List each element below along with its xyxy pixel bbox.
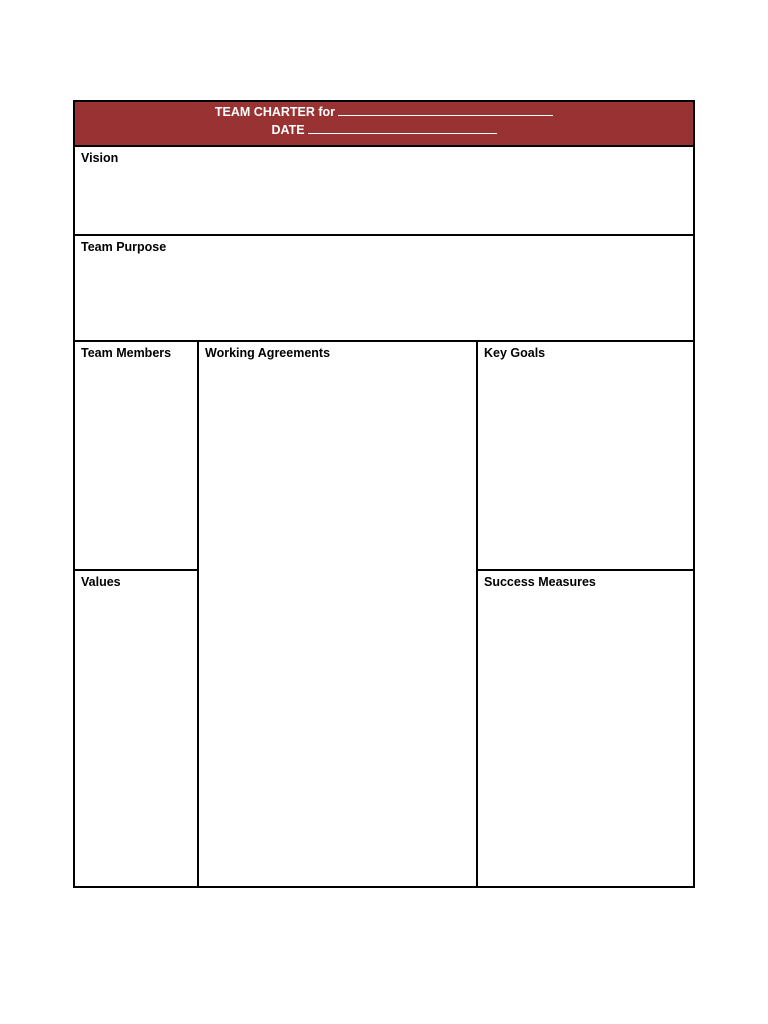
- success-measures-label: Success Measures: [484, 575, 596, 589]
- team-name-blank-field[interactable]: [338, 103, 553, 116]
- team-members-section[interactable]: [73, 340, 199, 571]
- charter-date-label: DATE: [271, 123, 305, 137]
- team-purpose-label: Team Purpose: [81, 240, 167, 254]
- working-agreements-section[interactable]: [197, 340, 478, 888]
- charter-title-line: [75, 103, 693, 119]
- team-purpose-section[interactable]: [73, 234, 695, 342]
- values-label: Values: [81, 575, 121, 589]
- success-measures-section[interactable]: [476, 569, 695, 888]
- values-section[interactable]: [73, 569, 199, 888]
- vision-label: Vision: [81, 151, 119, 165]
- key-goals-section[interactable]: [476, 340, 695, 571]
- vision-section[interactable]: [73, 145, 695, 236]
- charter-header: [73, 100, 695, 147]
- charter-title-label: TEAM CHARTER for: [214, 105, 336, 119]
- team-charter-form: [73, 100, 695, 888]
- date-blank-field[interactable]: [308, 121, 497, 134]
- working-agreements-label: Working Agreements: [205, 346, 331, 360]
- team-members-label: Team Members: [81, 346, 172, 360]
- key-goals-label: Key Goals: [484, 346, 546, 360]
- charter-date-line: [75, 121, 693, 137]
